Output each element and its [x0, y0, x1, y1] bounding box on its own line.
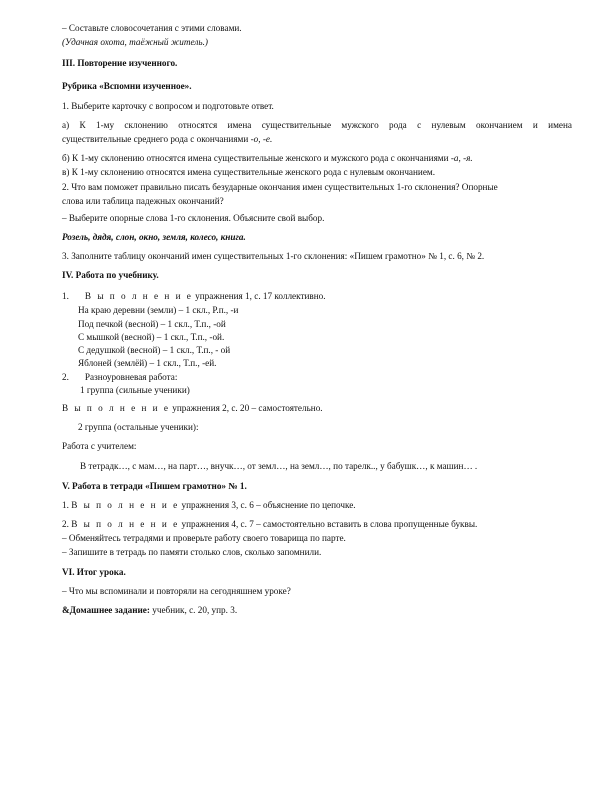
exercise-1: 1. В ы п о л н е н и е упражнения 1, с. 17 коллективно.: [62, 291, 326, 301]
instruction-line: – Составьте словосочетания с этими словами.: [62, 23, 242, 33]
choose-words: – Выберите опорные слова 1-го склонения. Объясните свой выбор.: [62, 213, 325, 223]
task-1: 1. Выберите карточку с вопросом и подготовьте ответ.: [62, 101, 274, 111]
swap-notebooks: – Обменяйтесь тетрадями и проверьте работу своего товарища по парте.: [62, 533, 346, 543]
word-list: Розель, дядя, слон, окно, земля, колесо, книга.: [62, 232, 246, 242]
workbook-task-1: 1. В ы п о л н е н и е упражнения 3, с. 6 – объяснение по цепочке.: [62, 500, 356, 510]
task-2-line-1: 2. Что вам поможет правильно писать безударные окончания имен существительных 1-го склонения? Опорные: [62, 182, 498, 192]
group-2: 2 группа (остальные ученики):: [78, 422, 199, 432]
exercise-1-row: С дедушкой (весной) – 1 скл., Т.п., - ой: [78, 345, 231, 355]
workbook-task-2: 2. В ы п о л н е н и е упражнения 4, с. 7 – самостоятельно вставить в слова пропущенные буквы.: [62, 519, 478, 529]
task-2-line-2: слова или таблица падежных окончаний?: [62, 196, 224, 206]
teacher-work: Работа с учителем:: [62, 441, 137, 451]
group-1: 1 группа (сильные ученики): [80, 385, 190, 395]
exercise-2: 2. Разноуровневая работа:: [62, 372, 178, 382]
rubric-heading: Рубрика «Вспомни изученное».: [62, 81, 192, 91]
exercise-2-task: В ы п о л н е н и е упражнения 2, с. 20 – самостоятельно.: [62, 403, 323, 413]
gap-words: В тетрадк…, с мам…, на парт…, внучк…, от земл…, на земл…, по тарелк.., у бабушк…, к машин… .: [80, 461, 478, 471]
exercise-1-row: Под печкой (весной) – 1 скл., Т.п., -ой: [78, 319, 226, 329]
task-3: 3. Заполните таблицу окончаний имен существительных 1-го склонения: «Пишем грамотно» № 1, с. 6, № 2.: [62, 251, 485, 261]
memory-task: – Запишите в тетрадь по памяти столько слов, сколько запомнили.: [62, 547, 322, 557]
summary-question: – Что мы вспоминали и повторяли на сегодняшнем уроке?: [62, 586, 291, 596]
exercise-1-row: На краю деревни (земли) – 1 скл., Р.п., -и: [78, 305, 239, 315]
exercise-1-row: Яблоней (землёй) – 1 скл., Т.п., -ей.: [78, 358, 217, 368]
homework: &Домашнее задание: учебник, с. 20, упр. 3.: [62, 605, 238, 615]
exercise-1-row: С мышкой (весной) – 1 скл., Т.п., -ой.: [78, 332, 225, 342]
section-heading-5: V. Работа в тетради «Пишем грамотно» № 1.: [62, 481, 247, 491]
card-a-line-2: существительные среднего рода с окончаниями -о, -е.: [62, 134, 273, 144]
card-v: в) К 1-му склонению относятся имена существительные женского рода с нулевым окончанием.: [62, 167, 436, 177]
section-heading-4: IV. Работа по учебнику.: [62, 270, 159, 280]
card-b: б) К 1-му склонению относятся имена существительные женского и мужского рода с окончаниями -а, -я.: [62, 153, 473, 163]
card-a-line-1: а) К 1-му склонению относятся имена существительные мужского рода с нулевым окончанием и имена: [62, 120, 572, 130]
example-phrases: (Удачная охота, таёжный житель.): [62, 37, 208, 47]
section-heading-6: VI. Итог урока.: [62, 567, 126, 577]
section-heading-3: III. Повторение изученного.: [62, 58, 178, 68]
